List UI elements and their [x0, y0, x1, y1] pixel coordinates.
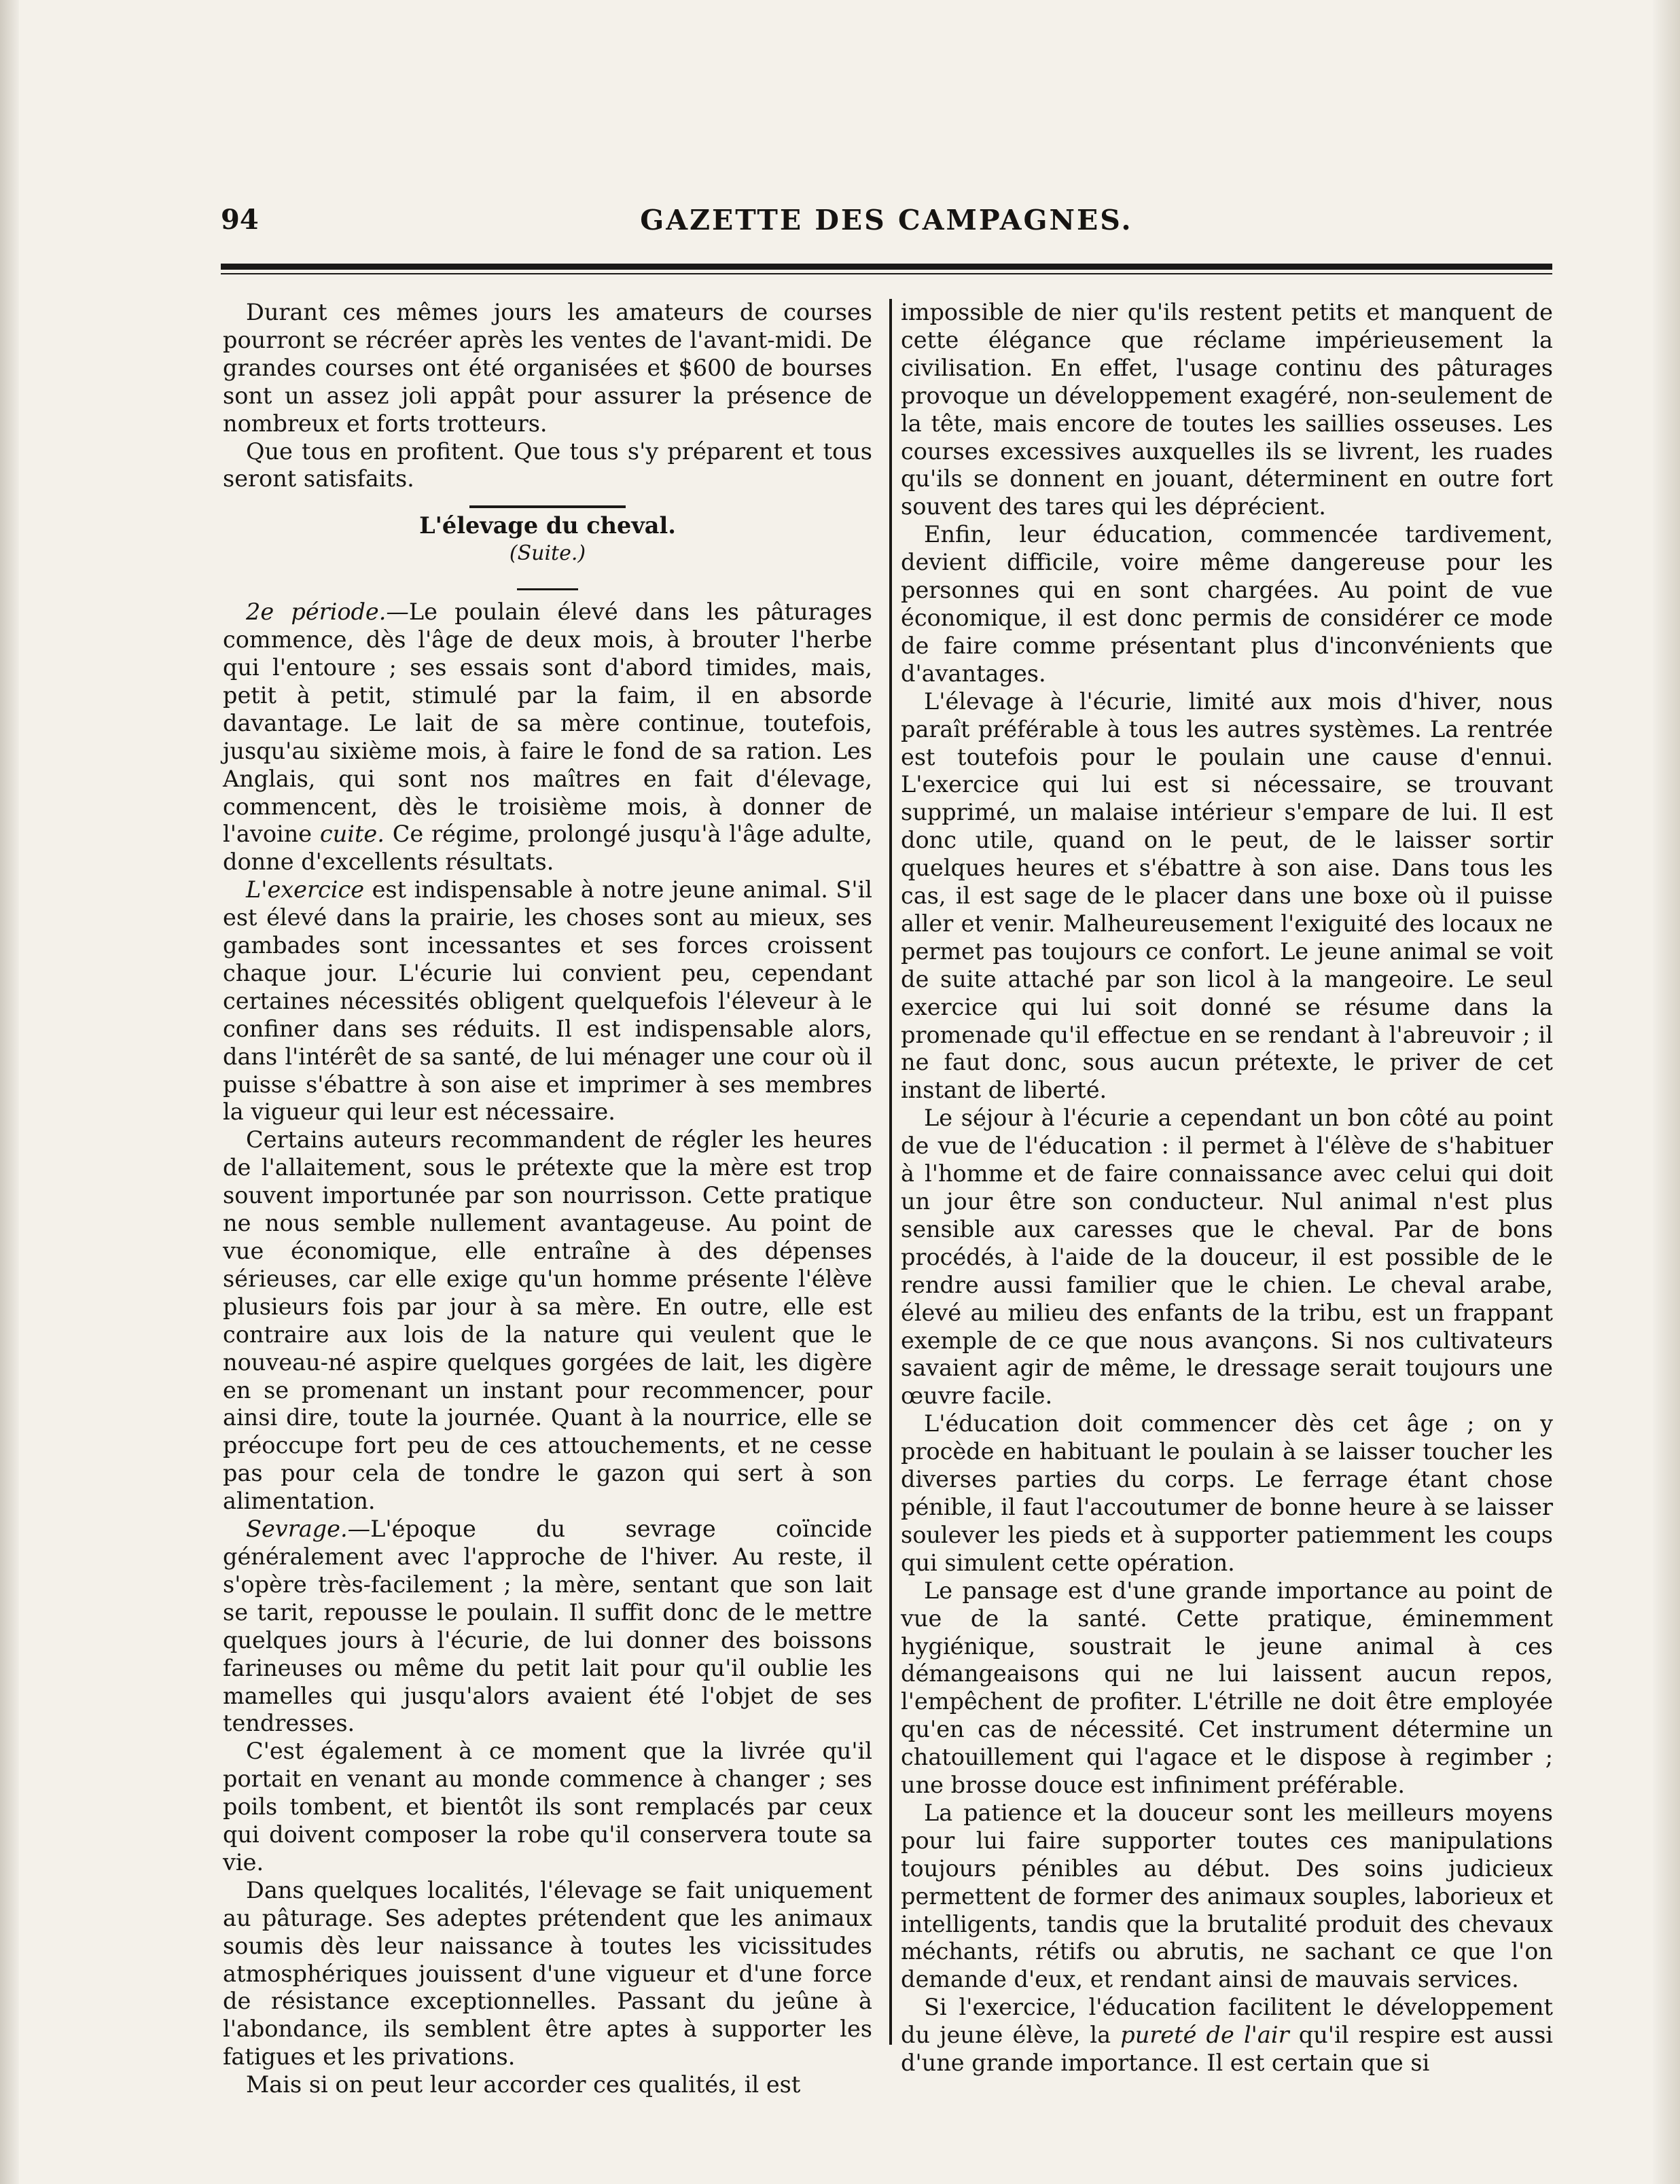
paragraph-mais: Mais si on peut leur accorder ces qualités, il est: [246, 2071, 801, 2098]
si-italic: pureté de l'air: [1120, 2022, 1289, 2049]
paragraph-elevage-ecurie: L'élevage à l'écurie, limité aux mois d'hiver, nous paraît préférable à tous les autres systèmes. La rentrée est toutefois pour le poulain une cause d'ennui. L'exercice qui lui est si nécessaire, se trouvant supprimé, un malaise intérieur s'empare de lui. Il est donc utile, quand on le peut, de le laisser sortir quelques heures et s'ébattre à son aise. Dans tous les cas, il est sage de le placer dans une boxe où il puisse aller et venir. Malheureusement l'exiguité des locaux ne permet pas toujours ce confort. Le jeune animal se voit de suite attaché par son licol à la mangeoire. Le seul exercice qui lui soit donné se résume dans la promenade qu'il effectue en se rendant à l'abreuvoir ; il ne faut donc, sous aucun prétexte, le priver de cet instant de liberté.: [901, 687, 1553, 1104]
si-text-a: Si l'exercice, l'éducation facilitent le développement du jeune élève, la: [901, 1994, 1553, 2049]
si-text-b: qu'il respire est aussi d'une grande importance. Il est certain que si: [901, 2022, 1554, 2077]
header-rule-thin: [221, 273, 1552, 274]
section-divider: [469, 505, 626, 508]
paragraph-exercice: [223, 876, 872, 1126]
header-rule-thick: [221, 264, 1552, 270]
paragraph-livree: C'est également à ce moment que la livrée qu'il portait en venant au monde commence à changer ; ses poils tombent, et bientôt ils sont remplacés par ceux qui doivent composer la robe qu'il conservera toute sa vie.: [223, 1738, 872, 1876]
paragraph-localites: Dans quelques localités, l'élevage se fait uniquement au pâturage. Ses adeptes prétendent que les animaux soumis dès leur naissance à toutes les vicissitudes atmosphériques jouissent d'une vigueur et d'une force de résistance exceptionnelles. Passant du jeûne à l'abondance, ils semblent être aptes à supporter les fatigues et les privations.: [223, 1876, 872, 2071]
paragraph-patience: La patience et la douceur sont les meilleurs moyens pour lui faire supporter toutes ces manipulations toujours pénibles au début. Des soins judicieux permettent de former des animaux souples, laborieux et intelligents, tandis que la brutalité produit des chevaux méchants, rétifs ou abrutis, ne sachant ce que l'on demande d'eux, et rendant ainsi de mauvais services.: [901, 1799, 1553, 1993]
paragraph-enfin: Enfin, leur éducation, commencée tardivement, devient difficile, voire même dangereuse pour les personnes qui en sont chargées. Au point de vue économique, il est donc permis de considérer ce mode de faire comme présentant plus d'inconvénients que d'avantages.: [901, 521, 1553, 687]
periode-text-b: Ce régime, prolongé jusqu'à l'âge adulte, donne d'excellents résultats.: [223, 821, 872, 876]
right-column: [901, 299, 1554, 2077]
paragraph-intro-2: Que tous en profitent. Que tous s'y préparent et tous seront satisfaits.: [223, 437, 872, 493]
sevrage-label: Sevrage.: [246, 1516, 348, 1543]
page-header: [221, 204, 1552, 245]
sevrage-text: —L'époque du sevrage coïncide généralement avec l'approche de l'hiver. Au reste, il s'opère très-facilement ; la mère, sentant que son lait se tarit, repousse le poulain. Il suffit donc de le mettre quelques jours à l'écurie, de lui donner des boissons farineuses ou même du petit lait pour qu'il oublie les mamelles qui jusqu'alors avaient été l'objet de ses tendresses.: [223, 1516, 872, 1737]
exercice-label: L'exercice: [246, 876, 365, 903]
left-column: [223, 299, 873, 2098]
page-right-edge: [1653, 0, 1680, 2184]
periode-text-a: —Le poulain élevé dans les pâturages commence, dès l'âge de deux mois, à brouter l'herbe qui l'entoure ; ses essais sont d'abord timides, mais, petit à petit, stimulé par la faim, il en absorde davantage. Le lait de sa mère continue, toutefois, jusqu'au sixième mois, à faire le fond de sa ration. Les Anglais, qui sont nos maîtres en fait d'élevage, commencent, dès le troisième mois, à donner de l'avoine: [223, 598, 873, 848]
running-title: GAZETTE DES CAMPAGNES.: [640, 204, 1133, 236]
exercice-text: est indispensable à notre jeune animal. S'il est élevé dans la prairie, les choses sont au mieux, ses gambades sont incessantes et ses forces croissent chaque jour. L'écurie lui convient peu, cependant certaines nécessités obligent quelquefois l'éleveur à le confiner dans ses réduits. Il est indispensable alors, dans l'intérêt de sa santé, de lui ménager une cour où il puisse s'ébattre à son aise et imprimer à ses membres la vigueur qui leur est nécessaire.: [223, 876, 872, 1126]
paragraph-education: L'éducation doit commencer dès cet âge ; on y procède en habituant le poulain à se laisser toucher les diverses parties du corps. Le ferrage étant chose pénible, il faut l'accoutumer de bonne heure à se laisser soulever les pieds et à supporter patiemment les coups qui simulent cette opération.: [901, 1410, 1553, 1576]
paragraph-sevrage: [223, 1516, 872, 1738]
paragraph-certains: Certains auteurs recommandent de régler les heures de l'allaitement, sous le prétexte que la mère est trop souvent importunée par son nourrisson. Cette pratique ne nous semble nullement avantageuse. Au point de vue économique, elle entraîne à des dépenses sérieuses, car elle exige qu'un homme présente l'élève plusieurs fois par jour à sa mère. En outre, elle est contraire aux lois de la nature qui veulent que le nouveau-né aspire quelques gorgées de lait, les digère en se promenant un instant pour recommencer, pour ainsi dire, toute la journée. Quant à la nourrice, elle se préoccupe fort peu de ces attouchements, et ne cesse pas pour cela de tondre le gazon qui sert à son alimentation.: [223, 1126, 872, 1515]
paragraph-pansage: Le pansage est d'une grande importance au point de vue de la santé. Cette pratique, éminemment hygiénique, soustrait le jeune animal à ces démangeaisons qui ne lui laissent aucun repos, l'empêchent de profiter. L'étrille ne doit être employée qu'en cas de nécessité. Cet instrument détermine un chatouillement qui l'agace et le dispose à regimber ; une brosse douce est infiniment préférable.: [901, 1577, 1553, 1799]
section-mini-rule: [517, 588, 578, 590]
paragraph-impossible: impossible de nier qu'ils restent petits et manquent de cette élégance que réclame impérieusement la civilisation. En effet, l'usage continu des pâturages provoque un développement exagéré, non-seulement de la tête, mais encore de toutes les saillies osseuses. Les courses excessives auxquelles ils se livrent, les ruades qu'ils se donnent en jouant, déterminent en outre fort souvent des tares qui les déprécient.: [901, 299, 1553, 520]
paragraph-si: [901, 1994, 1553, 2077]
page-left-edge: [0, 0, 19, 2184]
periode-label: 2e période.: [246, 598, 387, 626]
section-title: L'élevage du cheval.: [419, 512, 676, 539]
page-number: 94: [221, 204, 259, 236]
section-suite: (Suite.): [509, 541, 586, 566]
paragraph-periode: [223, 598, 872, 876]
column-divider: [889, 299, 892, 2045]
paragraph-sejour: Le séjour à l'écurie a cependant un bon côté au point de vue de l'éducation : il permet à l'élève de s'habituer à l'homme et de faire connaissance avec celui qui doit un jour être son conducteur. Nul animal n'est plus sensible aux caresses que le cheval. Par de bons procédés, à l'aide de la douceur, il est possible de le rendre aussi familier que le chien. Le cheval arabe, élevé au milieu des enfants de la tribu, est un frappant exemple de ce que nous avançons. Si nos cultivateurs savaient agir de même, le dressage serait toujours une œuvre facile.: [901, 1105, 1553, 1410]
paragraph-intro-1: Durant ces mêmes jours les amateurs de courses pourront se récréer après les ventes de l'avant-midi. De grandes courses ont été organisées et $600 de bourses sont un assez joli appât pour assurer la présence de nombreux et forts trotteurs.: [223, 299, 872, 437]
periode-italic: cuite.: [319, 821, 385, 848]
